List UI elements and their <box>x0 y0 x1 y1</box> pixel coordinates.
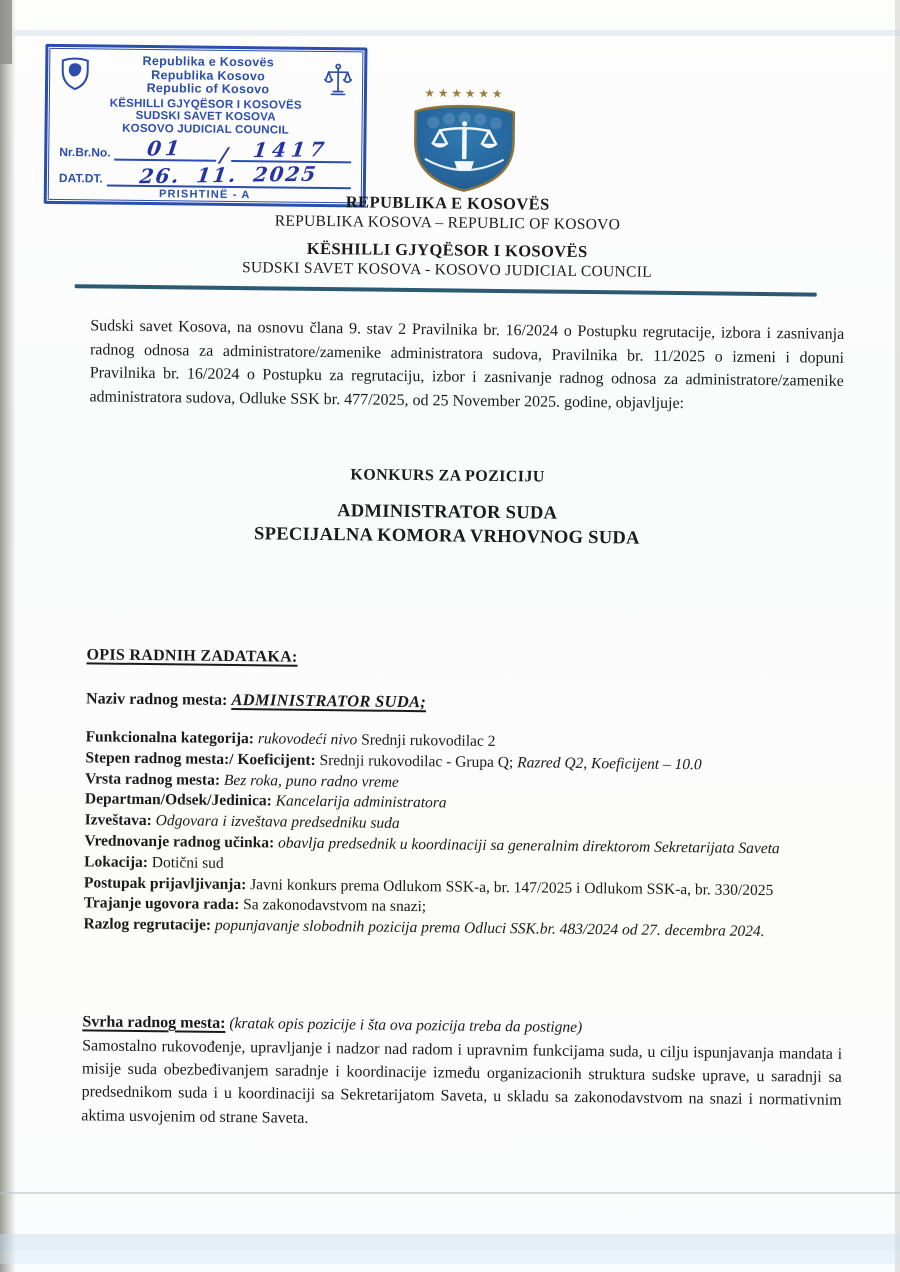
stamp-city-label: PRISHTINË - A <box>158 188 251 202</box>
stamp-date-row <box>58 161 351 189</box>
stamp-number-row <box>59 135 351 167</box>
field-value-italic: Bez roka, puno radno vreme <box>223 771 399 791</box>
job-fields <box>83 727 843 944</box>
field-label: Trajanje ugovora rada: <box>83 894 244 914</box>
stamp-date-label: DAT.DT. <box>58 171 103 186</box>
judicial-council-emblem <box>400 82 529 195</box>
announcement-title: KONKURS ZA POZICIJU <box>350 466 545 486</box>
crest-stars: ★★★★★★ <box>424 85 506 101</box>
field-label: Vrsta radnog mesta: <box>85 769 225 789</box>
field-label: Stepen radnog mesta:/ Koeficijent: <box>85 749 320 769</box>
registry-stamp <box>44 44 368 208</box>
naziv-value: ADMINISTRATOR SUDA; <box>231 689 427 712</box>
stamp-number-line-1 <box>115 135 217 162</box>
stamp-republic-lines <box>94 54 322 97</box>
svrha-heading: Svrha radnog mesta: <box>82 1013 226 1032</box>
letterhead-line-2: REPUBLIKA KOSOVA – REPUBLIC OF KOSOVO <box>274 211 621 233</box>
stamp-republic-line: Republika e Kosovës <box>142 53 275 70</box>
handwritten-number-separator: / <box>218 142 229 167</box>
stamp-republic-line: Republic of Kosovo <box>146 80 270 97</box>
naziv-label: Naziv radnog mesta: <box>85 690 232 709</box>
field-value-italic: rukovodeći nivo <box>257 730 358 749</box>
intro-paragraph: Sudski savet Kosova, na osnovu člana 9. stav 2 Pravilnika br. 16/2024 o Postupku regrutacije, izbora i zasnivanja radnog odnosa za administratore/zamenike administratora sudova, Pravilnika br. 11/2025 o izmeni i dopuni Pravilnika br. 16/2024 o Postupku za regrutaciju, izbor i zasnivanje radnog odnosa za administratore/zamenike administratora sudova, Odluke SSK br. 477/2025, od 25 November 2025. godine, objavljuje: <box>89 317 845 412</box>
field-value: Sa zakonodavstvom na snazi; <box>243 896 427 916</box>
letterhead-line-4: SUDSKI SAVET KOSOVA - KOSOVO JUDICIAL COUNCIL <box>241 258 653 281</box>
field-label: Funkcionalna kategorija: <box>85 728 258 748</box>
field-label: Razlog regrutacije: <box>83 915 216 934</box>
field-value-italic: popunjavanje slobodnih pozicija prema Odluci SSK.br. 483/2024 od 27. decembra 2024. <box>214 916 765 941</box>
kosovo-shield-icon <box>60 56 90 90</box>
stamp-number-line-2 <box>231 137 351 163</box>
stamp-republic-line: Republika Kosovo <box>151 67 266 83</box>
stamp-number-label: Nr.Br.No. <box>59 145 111 160</box>
handwritten-date: 26. 11. 2025 <box>138 161 320 189</box>
svrha-hint: (kratak opis pozicije i šta ova pozicija treba da postigne) <box>225 1014 583 1036</box>
field-value-italic: obavlja predsednik u koordinaciji sa generalnim direktorom Sekretarijata Saveta <box>277 834 780 858</box>
field-label: Lokacija: <box>84 853 152 871</box>
handwritten-protocol-number-1: 01 <box>145 135 185 161</box>
letterhead-line-1: REPUBLIKA E KOSOVËS <box>345 192 550 214</box>
field-value: Srednji rukovodilac 2 <box>361 731 496 750</box>
letterhead <box>0 188 898 284</box>
field-value: Dotični sud <box>151 853 224 872</box>
field-label: Departman/Odsek/Jedinica: <box>84 790 276 810</box>
naziv-line <box>86 688 426 712</box>
field-value: Javni konkurs prema Odlukom SSK-a, br. 147/2025 i Odlukom SSK-a, br. 330/2025 <box>250 875 774 899</box>
justice-scales-icon <box>321 62 355 100</box>
position-title: ADMINISTRATOR SUDA <box>337 501 558 524</box>
opis-heading: OPIS RADNIH ZADATAKA: <box>86 646 298 666</box>
letterhead-divider <box>75 284 817 296</box>
position-title-block <box>0 496 900 553</box>
svrha-paragraph: Samostalno rukovođenje, upravljanje i nadzor nad radom i upravnim funkcijama suda, u cilju ispunjavanja mandata i misije suda obezbeđivanjem saradnje i koordinacije između organizacionih struktura sudske uprave, u saradnji sa predsednikom suda i u koordinaciji sa Sekretarijatom Saveta, u skladu sa zakonodavstvom na snazi i normativnim aktima usvojenim od strane Saveta. <box>81 1037 843 1127</box>
field-value: Srednji rukovodilac - Grupa Q; <box>319 751 518 772</box>
field-value-italic: Kancelarija administratora <box>275 792 447 812</box>
field-value-italic: Odgovara i izveštava predsedniku suda <box>155 812 400 833</box>
field-value-italic: Razred Q2, Koeficijent – 10.0 <box>517 754 702 774</box>
field-label: Postupak prijavljivanja: <box>83 873 251 893</box>
court-title: SPECIJALNA KOMORA VRHOVNOG SUDA <box>254 523 640 549</box>
stamp-council-line: SUDSKI SAVET KOSOVA <box>135 109 276 124</box>
stamp-date-line <box>107 161 351 190</box>
handwritten-protocol-number-2: 1417 <box>251 137 331 163</box>
svrha-section <box>81 1013 842 1135</box>
letterhead-line-3: KËSHILLI GJYQËSOR I KOSOVËS <box>306 238 588 262</box>
stamp-council-lines <box>53 96 357 137</box>
field-label: Vrednovanje radnog učinka: <box>84 832 279 852</box>
stamp-council-line: KOSOVO JUDICIAL COUNCIL <box>122 122 289 137</box>
stamp-council-line: KËSHILLI GJYQËSOR I KOSOVËS <box>109 97 302 112</box>
field-label: Izveštava: <box>84 811 156 830</box>
